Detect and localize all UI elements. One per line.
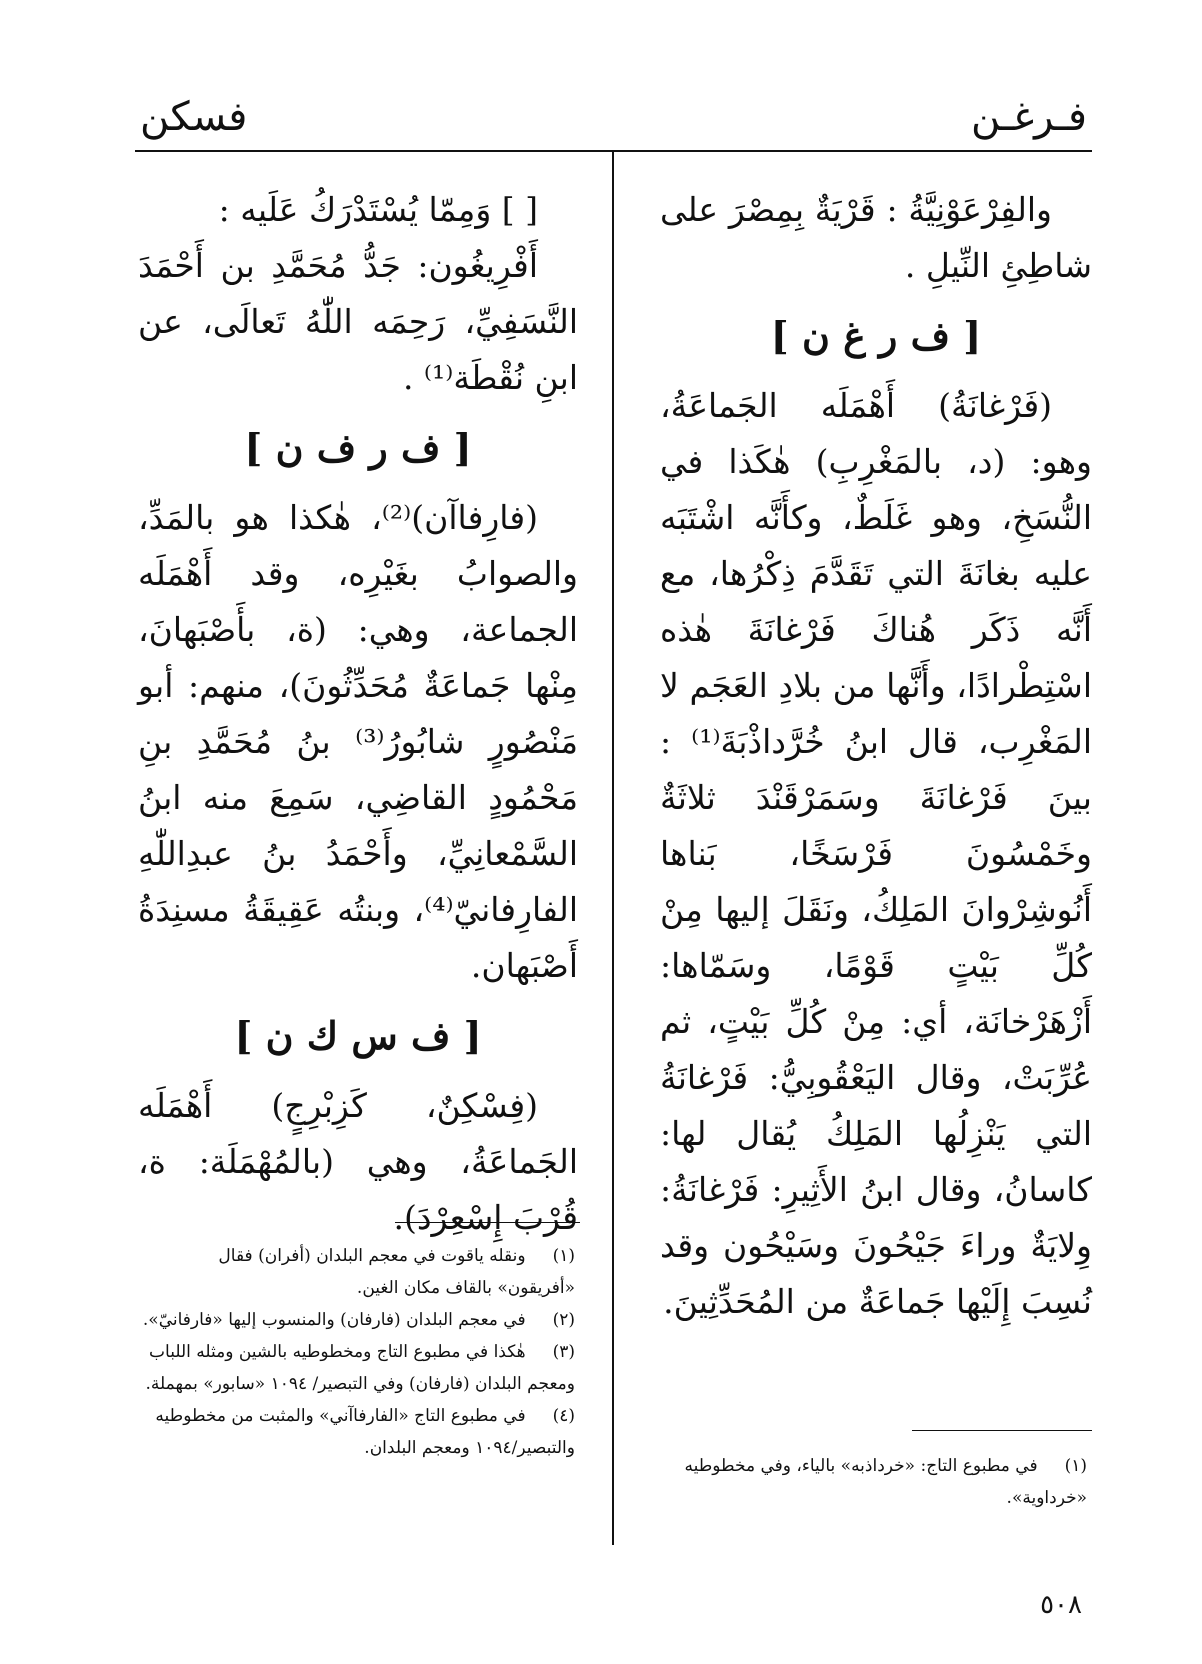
footnote-rule — [912, 1430, 1092, 1431]
footnote — [140, 1336, 575, 1400]
footnotes-right — [642, 1450, 1087, 1514]
column-divider — [612, 150, 614, 1545]
entry-paragraph: (فارِفاآن)⁽²⁾، هٰكذا هو بالمَدِّ، والصوابُ بغَيْرِه، وقد أَهْمَلَه الجماعة، وهي: (ة، بأَصْبَهانَ، مِنْها جَماعَةٌ مُحَدِّثُونَ)، منهم: أبو مَنْصُورٍ شابُورُ⁽³⁾ بنُ مُحَمَّدِ بنِ مَحْمُودٍ القاضِي، سَمِعَ منه ابنُ السَّمْعانِيِّ، وأَحْمَدُ بنُ عبدِاللّٰهِ الفارِفانيّ⁽⁴⁾، وبنتُه عَقِيقَةُ مسنِدَةُ أَصْبَهان. — [138, 498, 578, 985]
entry-paragraph: (فِسْكِنٌ، كَزِبْرِجٍ) أَهْمَلَه الجَماعَةُ، وهي (بالمُهْمَلَة: ة، قُرْبَ إِسْعِرْدَ). — [138, 1086, 578, 1237]
footnote-number: (٢) — [552, 1310, 575, 1330]
footnote — [642, 1450, 1087, 1514]
footnote-rule — [395, 1222, 580, 1223]
page-number: ٥٠٨ — [1040, 1590, 1082, 1620]
footnote — [140, 1240, 575, 1304]
footnote-text: في مطبوع التاج «الفارفاآني» والمثبت من مخطوطيه والتبصير/١٠٩٤ ومعجم البلدان. — [155, 1406, 575, 1458]
footnotes-left — [140, 1240, 575, 1464]
footnote-number: (١) — [552, 1246, 575, 1266]
running-header-right: فـرغـن — [971, 94, 1087, 140]
entry-paragraph: والفِرْعَوْنِيَّةُ : قَرْيَةٌ بِمِصْرَ على شاطِئِ النِّيلِ . — [660, 190, 1092, 285]
footnote — [140, 1400, 575, 1464]
running-header-left: فسكن — [140, 94, 248, 140]
footnote-text: هٰكذا في مطبوع التاج ومخطوطيه بالشين ومثله اللباب ومعجم البلدان (فارفان) وفي التبصير/ ١٠٩٤ «سابور» بمهملة. — [145, 1342, 575, 1394]
entry-paragraph: [ ] وَمِمّا يُسْتَدْرَكُ عَلَيه : — [218, 190, 538, 229]
right-column — [660, 182, 1092, 1330]
left-column — [138, 182, 578, 1246]
footnote — [140, 1304, 575, 1336]
footnote-text: في مطبوع التاج: «خرداذبه» بالياء، وفي مخطوطيه «خرداوية». — [684, 1456, 1087, 1508]
footnote-number: (٤) — [552, 1406, 575, 1426]
footnote-number: (١) — [1064, 1456, 1087, 1476]
entry-heading: [ ف ر ف ن ] — [244, 425, 472, 470]
entry-paragraph: (فَرْغانَةُ) أَهْمَلَه الجَماعَةُ، وهو: (د، بالمَغْرِبِ) هٰكَذا في النُّسَخِ، وهو غَلَطٌ، وكأَنَّه اشْتَبَه عليه بغانَةَ التي تَقَدَّمَ ذِكْرُها، مع أَنَّه ذَكَر هُناكَ فَرْغانَةَ هٰذه اسْتِطْرادًا، وأَنَّها من بلادِ العَجَم لا المَغْرِب، قال ابنُ خُرَّداذْبَةَ⁽¹⁾ : بينَ فَرْغانَةَ وسَمَرْقَنْدَ ثلاثَةٌ وخَمْسُونَ فَرْسَخًا، بَناها أَنُوشِرْوانَ المَلِكُ، ونَقَلَ إليها مِنْ كُلِّ بَيْتٍ قَوْمًا، وسَمّاها: أَزْهَرْخانَة، أي: مِنْ كُلِّ بَيْتٍ، ثم عُرِّبَتْ، وقال اليَعْقُوبِيُّ: فَرْغانَةُ التي يَنْزِلُها المَلِكُ يُقال لها: كاسانُ، وقال ابنُ الأَثِيرِ: فَرْغانَةُ: وِلايَةٌ وراءَ جَيْحُونَ وسَيْحُون وقد نُسِبَ إِلَيْها جَماعَةٌ من المُحَدِّثِينَ. — [660, 386, 1092, 1321]
entry-paragraph: أَفْرِيغُون: جَدُّ مُحَمَّدِ بن أَحْمَدَ النَّسَفِيِّ، رَحِمَه اللّٰهُ تَعالَى، عن ابنِ نُقْطَة⁽¹⁾ . — [138, 246, 578, 397]
entry-heading: [ ف ر غ ن ] — [770, 313, 982, 358]
footnote-number: (٣) — [552, 1342, 575, 1362]
entry-heading: [ ف س ك ن ] — [234, 1013, 482, 1058]
footnote-text: في معجم البلدان (فارفان) والمنسوب إليها «فارفانيّ». — [142, 1310, 526, 1330]
footnote-text: ونقله ياقوت في معجم البلدان (أفران) فقال «أفريقون» بالقاف مكان الغين. — [218, 1246, 575, 1298]
